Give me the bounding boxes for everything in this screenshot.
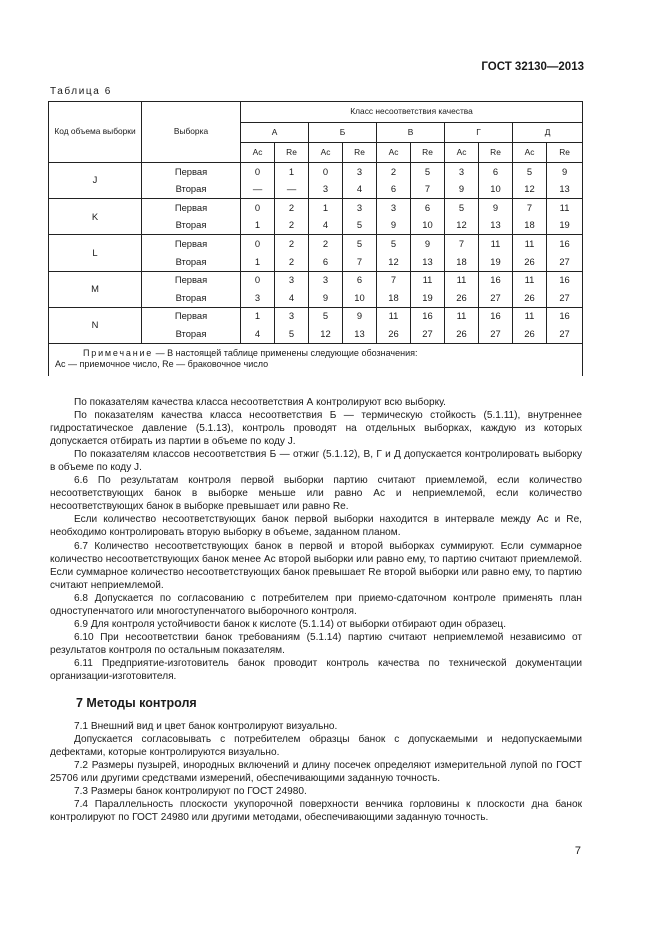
note-label: Примечание bbox=[83, 347, 154, 358]
paragraph: 6.6 По результатам контроля первой выборки партию считают приемлемой, если количество несоответствующих банок в выборке меньше или равно Ас и неприемлемой, если количество несоответствующих банок в выборке превышает или равно Re. bbox=[50, 475, 582, 513]
ac-header: Ac bbox=[377, 143, 411, 163]
sample-label: Вторая bbox=[142, 181, 241, 199]
value-cell: — bbox=[275, 181, 309, 199]
paragraph: 7.3 Размеры банок контролируют по ГОСТ 24980. bbox=[74, 786, 307, 798]
value-cell: 10 bbox=[411, 217, 445, 235]
value-cell: 0 bbox=[309, 163, 343, 181]
sample-code: M bbox=[49, 271, 142, 307]
value-cell: 6 bbox=[411, 199, 445, 217]
value-cell: 11 bbox=[513, 271, 547, 289]
page-number: 7 bbox=[574, 845, 581, 857]
sample-header: Выборка bbox=[142, 102, 241, 163]
sample-label: Вторая bbox=[142, 289, 241, 307]
value-cell: 26 bbox=[513, 289, 547, 307]
note-row bbox=[49, 343, 583, 376]
table-row bbox=[49, 307, 583, 325]
value-cell: 9 bbox=[309, 289, 343, 307]
value-cell: 2 bbox=[275, 199, 309, 217]
value-cell: 10 bbox=[343, 289, 377, 307]
value-cell: 16 bbox=[547, 271, 583, 289]
value-cell: 4 bbox=[343, 181, 377, 199]
value-cell: 5 bbox=[343, 217, 377, 235]
value-cell: 12 bbox=[445, 217, 479, 235]
paragraph: 7.1 Внешний вид и цвет банок контролируют визуально. bbox=[74, 721, 338, 733]
value-cell: 7 bbox=[377, 271, 411, 289]
paragraph: 6.9 Для контроля устойчивости банок к кислоте (5.1.14) от выборки отбирают один образец. bbox=[74, 618, 507, 630]
value-cell: 27 bbox=[411, 325, 445, 343]
value-cell: 11 bbox=[445, 271, 479, 289]
value-cell: 5 bbox=[377, 235, 411, 253]
value-cell: 3 bbox=[241, 289, 275, 307]
sample-code: N bbox=[49, 307, 142, 343]
value-cell: 11 bbox=[479, 235, 513, 253]
note-text: — В настоящей таблице применены следующие обозначения: bbox=[153, 347, 418, 358]
value-cell: 0 bbox=[241, 271, 275, 289]
paragraph: 6.11 Предприятие-изготовитель банок проводит контроль качества по технической документации организации-изготовителя. bbox=[50, 657, 582, 682]
value-cell: 11 bbox=[547, 199, 583, 217]
class-4-header: Г bbox=[445, 123, 513, 143]
value-cell: 3 bbox=[275, 271, 309, 289]
class-header: Класс несоответствия качества bbox=[241, 102, 583, 123]
sample-label: Первая bbox=[142, 235, 241, 253]
document-header: ГОСТ 32130—2013 bbox=[481, 61, 584, 73]
value-cell: 2 bbox=[377, 163, 411, 181]
paragraph: 6.7 Количество несоответствующих банок в первой и второй выборках суммируют. Если суммарное количество несоответствующих банок менее Ас второй выборки или равно ему, то партию считают приемлемой. Если суммарное количество несоответствующих банок превышает Re второй выборки или равно ему, то партию считают неприемлемой. bbox=[50, 540, 582, 591]
value-cell: 9 bbox=[343, 307, 377, 325]
sample-label: Вторая bbox=[142, 325, 241, 343]
paragraph: Если количество несоответствующих банок первой выборки находится в интервале между Ас и Re, необходимо контролировать вторую выборку в объеме, заданном планом. bbox=[50, 514, 582, 539]
value-cell: 1 bbox=[275, 163, 309, 181]
table-note bbox=[49, 343, 583, 376]
paragraph: Допускается согласовывать с потребителем образцы банок с допускаемыми и недопускаемыми дефектами, которые контролируются визуально. bbox=[50, 734, 582, 759]
ac-header: Ac bbox=[445, 143, 479, 163]
value-cell: 3 bbox=[445, 163, 479, 181]
value-cell: 1 bbox=[241, 217, 275, 235]
value-cell: 9 bbox=[445, 181, 479, 199]
sample-code: J bbox=[49, 163, 142, 199]
sample-label: Вторая bbox=[142, 253, 241, 271]
value-cell: 2 bbox=[275, 253, 309, 271]
value-cell: 18 bbox=[445, 253, 479, 271]
value-cell: 16 bbox=[547, 307, 583, 325]
value-cell: 4 bbox=[275, 289, 309, 307]
value-cell: 16 bbox=[547, 235, 583, 253]
value-cell: 6 bbox=[479, 163, 513, 181]
value-cell: 6 bbox=[343, 271, 377, 289]
value-cell: 0 bbox=[241, 199, 275, 217]
paragraph: По показателям классов несоответствия Б — отжиг (5.1.12), В, Г и Д допускается контролировать выборку в объеме по коду J. bbox=[50, 449, 582, 474]
value-cell: — bbox=[241, 181, 275, 199]
re-header: Re bbox=[547, 143, 583, 163]
ac-header: Ac bbox=[241, 143, 275, 163]
value-cell: 2 bbox=[275, 217, 309, 235]
table-row bbox=[49, 235, 583, 253]
value-cell: 3 bbox=[343, 163, 377, 181]
value-cell: 9 bbox=[547, 163, 583, 181]
value-cell: 26 bbox=[513, 325, 547, 343]
sample-label: Вторая bbox=[142, 217, 241, 235]
sample-label: Первая bbox=[142, 307, 241, 325]
value-cell: 3 bbox=[275, 307, 309, 325]
table-row bbox=[49, 199, 583, 217]
value-cell: 2 bbox=[309, 235, 343, 253]
paragraph: 6.8 Допускается по согласованию с потребителем при приемо-сдаточном контроле применять план одноступенчатого или многоступенчатого выборочного контроля. bbox=[50, 592, 582, 617]
re-header: Re bbox=[411, 143, 445, 163]
value-cell: 16 bbox=[479, 307, 513, 325]
value-cell: 12 bbox=[513, 181, 547, 199]
value-cell: 27 bbox=[479, 325, 513, 343]
sample-label: Первая bbox=[142, 199, 241, 217]
paragraph: 7.4 Параллельность плоскости укупорочной поверхности венчика горловины к плоскости дна банок контролируют по ГОСТ 24980 или другими методами, обеспечивающими заданную точность. bbox=[50, 799, 582, 824]
sample-label: Первая bbox=[142, 163, 241, 181]
value-cell: 19 bbox=[547, 217, 583, 235]
value-cell: 26 bbox=[513, 253, 547, 271]
value-cell: 10 bbox=[479, 181, 513, 199]
sample-label: Первая bbox=[142, 271, 241, 289]
value-cell: 13 bbox=[479, 217, 513, 235]
code-header: Код объема выборки bbox=[49, 102, 142, 163]
value-cell: 1 bbox=[241, 307, 275, 325]
value-cell: 26 bbox=[445, 289, 479, 307]
value-cell: 7 bbox=[513, 199, 547, 217]
value-cell: 0 bbox=[241, 163, 275, 181]
ac-header: Ac bbox=[513, 143, 547, 163]
value-cell: 3 bbox=[343, 199, 377, 217]
class-3-header: В bbox=[377, 123, 445, 143]
value-cell: 6 bbox=[309, 253, 343, 271]
value-cell: 3 bbox=[309, 181, 343, 199]
value-cell: 9 bbox=[479, 199, 513, 217]
value-cell: 26 bbox=[445, 325, 479, 343]
value-cell: 13 bbox=[547, 181, 583, 199]
value-cell: 27 bbox=[547, 253, 583, 271]
value-cell: 12 bbox=[377, 253, 411, 271]
re-header: Re bbox=[343, 143, 377, 163]
value-cell: 11 bbox=[411, 271, 445, 289]
table-row bbox=[49, 271, 583, 289]
value-cell: 6 bbox=[377, 181, 411, 199]
value-cell: 27 bbox=[547, 325, 583, 343]
value-cell: 3 bbox=[309, 271, 343, 289]
class-2-header: Б bbox=[309, 123, 377, 143]
value-cell: 11 bbox=[513, 307, 547, 325]
sample-code: K bbox=[49, 199, 142, 235]
value-cell: 0 bbox=[241, 235, 275, 253]
paragraph: По показателям качества класса несоответствия А контролируют всю выборку. bbox=[74, 397, 446, 408]
table-row bbox=[49, 163, 583, 181]
value-cell: 5 bbox=[445, 199, 479, 217]
re-header: Re bbox=[479, 143, 513, 163]
class-5-header: Д bbox=[513, 123, 583, 143]
value-cell: 7 bbox=[411, 181, 445, 199]
value-cell: 7 bbox=[343, 253, 377, 271]
paragraph: 6.10 При несоответствии банок требованиям (5.1.14) партию считают неприемлемой независимо от результатов контроля по остальным показателям. bbox=[50, 631, 582, 656]
value-cell: 9 bbox=[377, 217, 411, 235]
value-cell: 18 bbox=[377, 289, 411, 307]
value-cell: 19 bbox=[411, 289, 445, 307]
value-cell: 7 bbox=[445, 235, 479, 253]
value-cell: 16 bbox=[479, 271, 513, 289]
value-cell: 5 bbox=[343, 235, 377, 253]
value-cell: 1 bbox=[309, 199, 343, 217]
value-cell: 5 bbox=[513, 163, 547, 181]
paragraph: 7.2 Размеры пузырей, инородных включений и длину посечек определяют измерительной лупой по ГОСТ 25706 или другими средствами измерений, обеспечивающими заданную точность. bbox=[50, 760, 582, 785]
sample-code: L bbox=[49, 235, 142, 271]
value-cell: 11 bbox=[513, 235, 547, 253]
value-cell: 19 bbox=[479, 253, 513, 271]
value-cell: 11 bbox=[445, 307, 479, 325]
value-cell: 2 bbox=[275, 235, 309, 253]
ac-header: Ac bbox=[309, 143, 343, 163]
value-cell: 11 bbox=[377, 307, 411, 325]
value-cell: 4 bbox=[241, 325, 275, 343]
value-cell: 26 bbox=[377, 325, 411, 343]
table-caption: Таблица 6 bbox=[50, 86, 112, 97]
value-cell: 4 bbox=[309, 217, 343, 235]
acceptance-table bbox=[48, 101, 583, 376]
paragraph: По показателям качества класса несоответствия Б — термическую стойкость (5.1.11), внутреннее гидростатическое давление (5.1.13), контроль проводят на отдельных выборках, каждую из которых допускается отбирать из партии в объеме по коду J. bbox=[50, 410, 582, 448]
value-cell: 9 bbox=[411, 235, 445, 253]
note-line-2: Ac — приемочное число, Re — браковочное число bbox=[55, 359, 269, 370]
value-cell: 13 bbox=[343, 325, 377, 343]
value-cell: 18 bbox=[513, 217, 547, 235]
value-cell: 12 bbox=[309, 325, 343, 343]
document-body bbox=[50, 396, 582, 824]
section-7-heading: 7 Методы контроля bbox=[76, 696, 197, 711]
value-cell: 27 bbox=[479, 289, 513, 307]
value-cell: 5 bbox=[411, 163, 445, 181]
value-cell: 3 bbox=[377, 199, 411, 217]
class-1-header: А bbox=[241, 123, 309, 143]
value-cell: 13 bbox=[411, 253, 445, 271]
value-cell: 1 bbox=[241, 253, 275, 271]
re-header: Re bbox=[275, 143, 309, 163]
value-cell: 27 bbox=[547, 289, 583, 307]
value-cell: 5 bbox=[309, 307, 343, 325]
value-cell: 16 bbox=[411, 307, 445, 325]
value-cell: 5 bbox=[275, 325, 309, 343]
